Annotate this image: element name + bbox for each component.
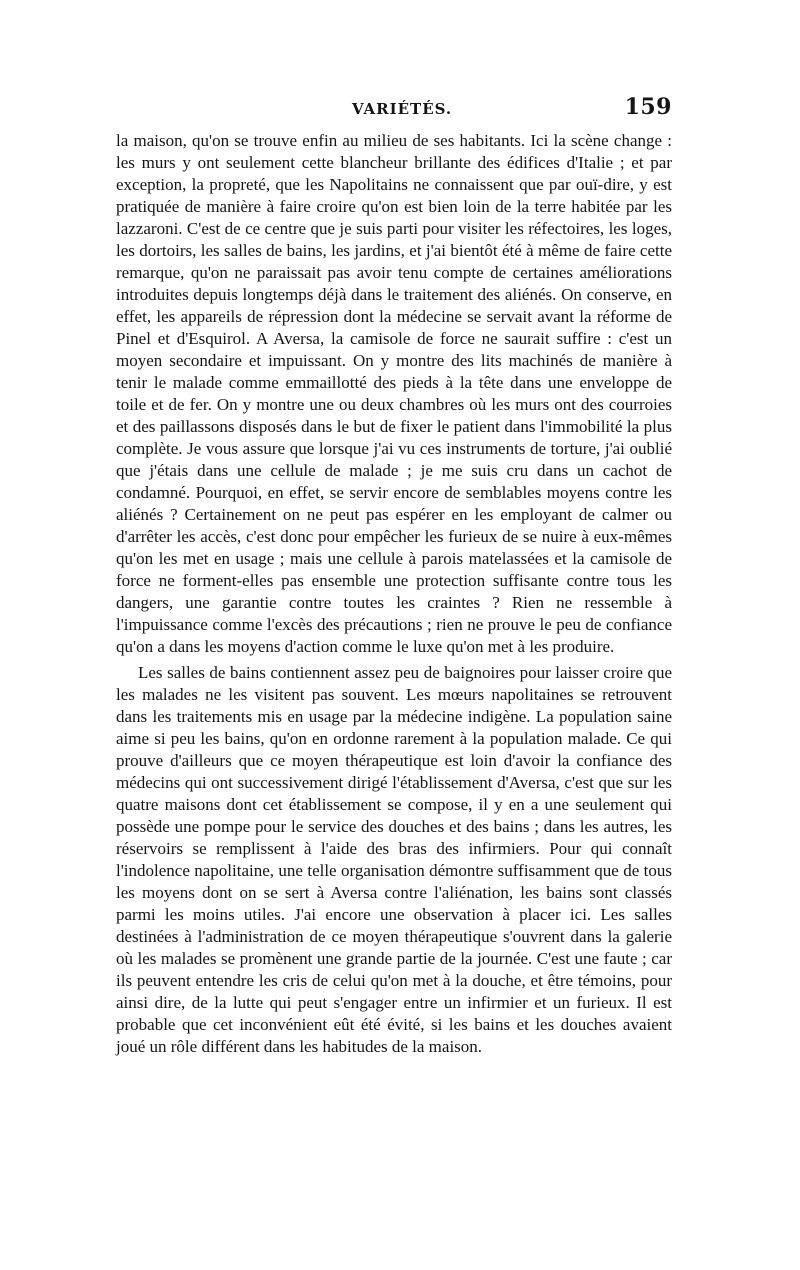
running-head: VARIÉTÉS. xyxy=(352,100,453,118)
page-header xyxy=(116,94,672,124)
paragraph-2: Les salles de bains contiennent assez peu de baignoires pour laisser croire que les malades ne les visitent pas souvent. Les mœurs napolitaines se retrouvent dans les traitements mis en usage par la médecine indigène. La population saine aime si peu les bains, qu'on en ordonne rarement à la population malade. Ce qui prouve d'ailleurs que ce moyen thérapeutique est loin d'avoir la confiance des médecins qui ont successivement dirigé l'établissement d'Aversa, c'est que sur les quatre maisons dont cet établissement se compose, il y en a une seulement qui possède une pompe pour le service des douches et des bains ; dans les autres, les réservoirs se remplissent à l'aide des bras des infirmiers. Pour qui connaît l'indolence napolitaine, une telle organisation démontre suffisamment que de tous les moyens dont on se sert à Aversa contre l'aliénation, les bains sont classés parmi les moins utiles. J'ai encore une observation à placer ici. Les salles destinées à l'administration de ce moyen thérapeutique s'ouvrent dans la galerie où les malades se promènent une grande partie de la journée. C'est une faute ; car ils peuvent entendre les cris de celui qu'on met à la douche, et être témoins, pour ainsi dire, de la lutte qui peut s'engager entre un infirmier et un furieux. Il est probable que cet inconvénient eût été évité, si les bains et les douches avaient joué un rôle différent dans les habitudes de la maison. xyxy=(116,663,672,1056)
paragraph-1: la maison, qu'on se trouve enfin au milieu de ses habitants. Ici la scène change : les murs y ont seulement cette blancheur brillante des édifices d'Italie ; et par exception, la propreté, que les Napolitains ne connaissent que par ouï-dire, y est pratiquée de manière à faire croire qu'on est bien loin de la terre habitée par les lazzaroni. C'est de ce centre que je suis parti pour visiter les réfectoires, les loges, les dortoirs, les salles de bains, les jardins, et j'ai bientôt été à même de faire cette remarque, qu'on ne paraissait pas avoir tenu compte de certaines améliorations introduites depuis longtemps déjà dans le traitement des aliénés. On conserve, en effet, les appareils de répression dont la médecine se servait avant la réforme de Pinel et d'Esquirol. A Aversa, la camisole de force ne saurait suffire : c'est un moyen secondaire et impuissant. On y montre des lits machinés de manière à tenir le malade comme emmaillotté des pieds à la tête dans une enveloppe de toile et de fer. On y montre une ou deux chambres où les murs ont des courroies et des paillassons disposés dans le but de fixer le patient dans l'immobilité la plus complète. Je vous assure que lorsque j'ai vu ces instruments de torture, j'ai oublié que j'étais dans une cellule de malade ; je me suis cru dans un cachot de condamné. Pourquoi, en effet, se servir encore de semblables moyens contre les aliénés ? Certainement on ne peut pas espérer en les employant de calmer ou d'arrêter les accès, c'est donc pour empêcher les furieux de se nuire à eux-mêmes qu'on les met en usage ; mais une cellule à parois matelassées et la camisole de force ne forment-elles pas ensemble une protection suffisante contre tous les dangers, une garantie contre toutes les craintes ? Rien ne ressemble à l'impuissance comme l'excès des précautions ; rien ne prouve le peu de confiance qu'on a dans les moyens d'action comme le luxe qu'on met à les produire. xyxy=(116,131,672,656)
book-page xyxy=(116,94,672,1058)
body-text xyxy=(116,130,672,1058)
page-number: 159 xyxy=(624,94,672,120)
